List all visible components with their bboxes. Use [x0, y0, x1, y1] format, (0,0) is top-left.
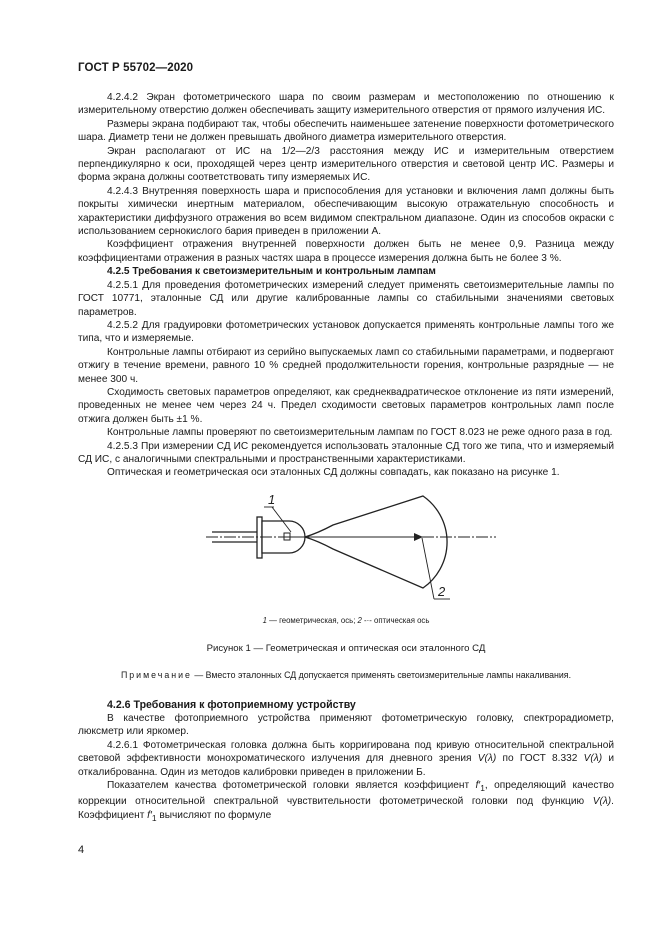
paragraph: Контрольные лампы проверяют по светоизмерительным лампам по ГОСТ 8.023 не реже одного раза в год. [107, 427, 613, 439]
radiation-pattern [305, 496, 447, 588]
paragraph: 4.2.4.2 Экран фотометрического шара по своим размерам и местоположению по отношению к измерительному отверстию должен обеспечивать защиту измерительного отверстия от прямого излучения ИС. [78, 92, 614, 117]
figure-caption: Рисунок 1 — Геометрическая и оптическая оси эталонного СД [206, 642, 486, 654]
note [78, 669, 614, 682]
paragraph: 4.2.5.2 Для градуировки фотометрических установок допускается применять контрольные лампы того же типа, что и измеряемые. [78, 319, 614, 345]
paragraph: Размеры экрана подбирают так, чтобы обеспечить наименьшее затенение поверхности фотометрического шара. Диаметр тени не должен превышать двойного диаметра измерительного отверстия. [78, 118, 614, 144]
v-lambda-symbol: V(λ) [477, 753, 497, 765]
paragraph: 4.2.6.1 Фотометрическая головка должна быть корригирована под кривую относительной спектральной световой эффективности монохроматического излучения для дневного зрения V(λ) по ГОСТ 8.332 V(λ) и откалиброванна. Один из методов калибровки приведен в приложении Б. [78, 739, 614, 778]
page-number: 4 [78, 844, 85, 856]
figure-label-1: 1 [268, 491, 276, 507]
figure-1 [78, 484, 614, 612]
v-lambda-symbol: V(λ) [583, 753, 603, 765]
section-heading-4-2-6: 4.2.6 Требования к фотоприемному устройству [107, 698, 356, 711]
page-header-title: ГОСТ Р 55702—2020 [78, 62, 194, 74]
led-flange [257, 517, 262, 558]
section-heading-4-2-5: 4.2.5 Требования к светоизмерительным и контрольным лампам [107, 266, 436, 278]
legend-text-1: — геометрическая, ось; [266, 615, 358, 625]
paragraph: Оптическая и геометрическая оси эталонных СД должны совпадать, как показано на рисунке 1. [107, 467, 560, 479]
paragraph: 4.2.5.3 При измерении СД ИС рекомендуется использовать эталонные СД того же типа, что и измеряемый СД ИС, с аналогичными спектральными и пространственными характеристиками. [78, 440, 614, 465]
note-text: — Вместо эталонных СД допускается применять светоизмерительные лампы накаливания. [191, 670, 572, 681]
f1-symbol: f′ [147, 809, 152, 821]
axis-arrow-head [414, 533, 423, 541]
paragraph: Показателем качества фотометрической головки является коэффициент $f'_1$, определяющий качество коррекции относительной спектральной чувствительности фотометрической головки под функцию V(λ). Коэффициент $f'_1$ вычисляют по формуле [78, 780, 615, 823]
paragraph: В качестве фотоприемного устройства применяют фотометрическую головку, спектрорадиометр, люксметр или яркомер. [78, 713, 614, 738]
leader-line-2 [422, 538, 434, 599]
note-label: Примечание [120, 670, 192, 681]
paragraph: Контрольные лампы отбирают из серийно выпускаемых ламп со стабильными параметрами, и подвергают отжигу в течение времени, равного 10 % средней продолжительности горения, контрольные разрядные — не менее 300 ч. [78, 346, 614, 385]
paragraph: Экран располагают от ИС на 1/2—2/3 расстояния между ИС и измерительным отверстием перпендикулярно к оси, проходящей через центр измерительного отверстия и световой центр ИС. Размеры и форма экрана должны соответствовать типу измеряемых ИС. [78, 145, 614, 184]
figure-legend [78, 616, 614, 626]
legend-text-2: -·- оптическая ось [361, 615, 430, 625]
legend-num-2: 2 [357, 615, 362, 625]
paragraph: 4.2.5.1 Для проведения фотометрических измерений следует применять светоизмерительные лампы по ГОСТ 10771, эталонные СД или другие калиброванные лампы со стабильными значениями световых параметров. [78, 279, 614, 318]
led-axes-diagram [78, 484, 614, 612]
figure-label-2: 2 [438, 583, 446, 599]
paragraph: 4.2.4.3 Внутренняя поверхность шара и приспособления для установки и включения ламп должны быть покрыты химически инертным материалом, обеспечивающим высокую отражательную способность и характеристики диффузного отражения во всем видимом спектральном диапазоне. Один из способов окраски с использованием сернокислого бария приведен в приложении А. [78, 185, 614, 238]
v-lambda-symbol: V(λ) [592, 796, 612, 808]
paragraph: Коэффициент отражения внутренней поверхности должен быть не менее 0,9. Разница между коэффициентами отражения в разных частях шара в процессе измерения должна быть не более 3 %. [78, 239, 614, 264]
document-body [78, 91, 614, 825]
legend-num-1: 1 [262, 615, 267, 625]
paragraph: Сходимость световых параметров определяют, как среднеквадратическое отклонение из пяти измерений, проведенных не менее чем через 24 ч. Предел сходимости световых параметров контрольных ламп после отжига должен быть ±1 %. [78, 386, 614, 425]
f1-symbol: f′ [475, 780, 481, 792]
